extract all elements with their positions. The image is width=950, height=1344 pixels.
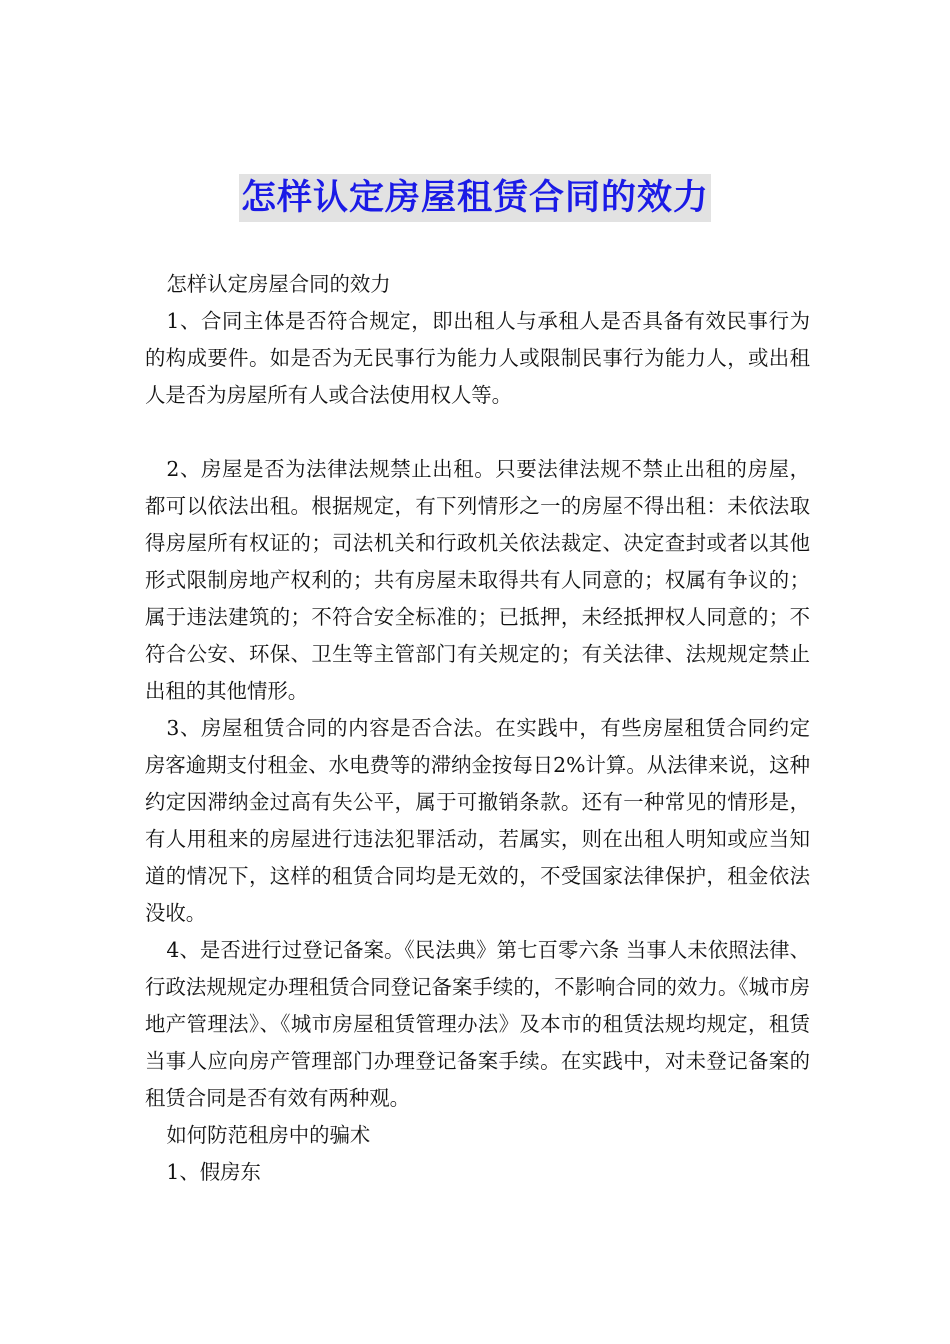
paragraph-prohibited-rental: 2、房屋是否为法律法规禁止出租。只要法律法规不禁止出租的房屋，都可以依法出租。根据规定，有下列情形之一的房屋不得出租：未依法取得房屋所有权证的；司法机关和行政机关依法裁定、决定查封或者以其他形式限制房地产权利的；共有房屋未取得共有人同意的；权属有争议的；属于违法建筑的；不符合安全标准的；已抵押，未经抵押权人同意的；不符合公安、环保、卫生等主管部门有关规定的；有关法律、法规规定禁止出租的其他情形。 (145, 457, 810, 703)
document-body (145, 266, 810, 1191)
section-heading-validity: 怎样认定房屋合同的效力 (166, 272, 391, 296)
paragraph-contract-subject: 1、合同主体是否符合规定，即出租人与承租人是否具备有效民事行为的构成要件。如是否为无民事行为能力人或限制民事行为能力人，或出租人是否为房屋所有人或合法使用权人等。 (145, 309, 810, 407)
section-heading-scams: 如何防范租房中的骗术 (166, 1123, 371, 1147)
paragraph-contract-content: 3、房屋租赁合同的内容是否合法。在实践中，有些房屋租赁合同约定房客逾期支付租金、水电费等的滞纳金按每日2%计算。从法律来说，这种约定因滞纳金过高有失公平，属于可撤销条款。还有一种常见的情形是，有人用租来的房屋进行违法犯罪活动，若属实，则在出租人明知或应当知道的情况下，这样的租赁合同均是无效的，不受国家法律保护，租金依法没收。 (145, 716, 810, 925)
paragraph-fake-landlord: 1、假房东 (166, 1160, 261, 1184)
title-container (0, 174, 950, 222)
document-title: 怎样认定房屋租赁合同的效力 (239, 174, 711, 222)
paragraph-registration: 4、是否进行过登记备案。《民法典》第七百零六条 当事人未依照法律、行政法规规定办理租赁合同登记备案手续的，不影响合同的效力。《城市房地产管理法》、《城市房屋租赁管理办法》及本市的租赁法规均规定，租赁当事人应向房产管理部门办理登记备案手续。在实践中，对未登记备案的租赁合同是否有效有两种观。 (145, 938, 810, 1110)
